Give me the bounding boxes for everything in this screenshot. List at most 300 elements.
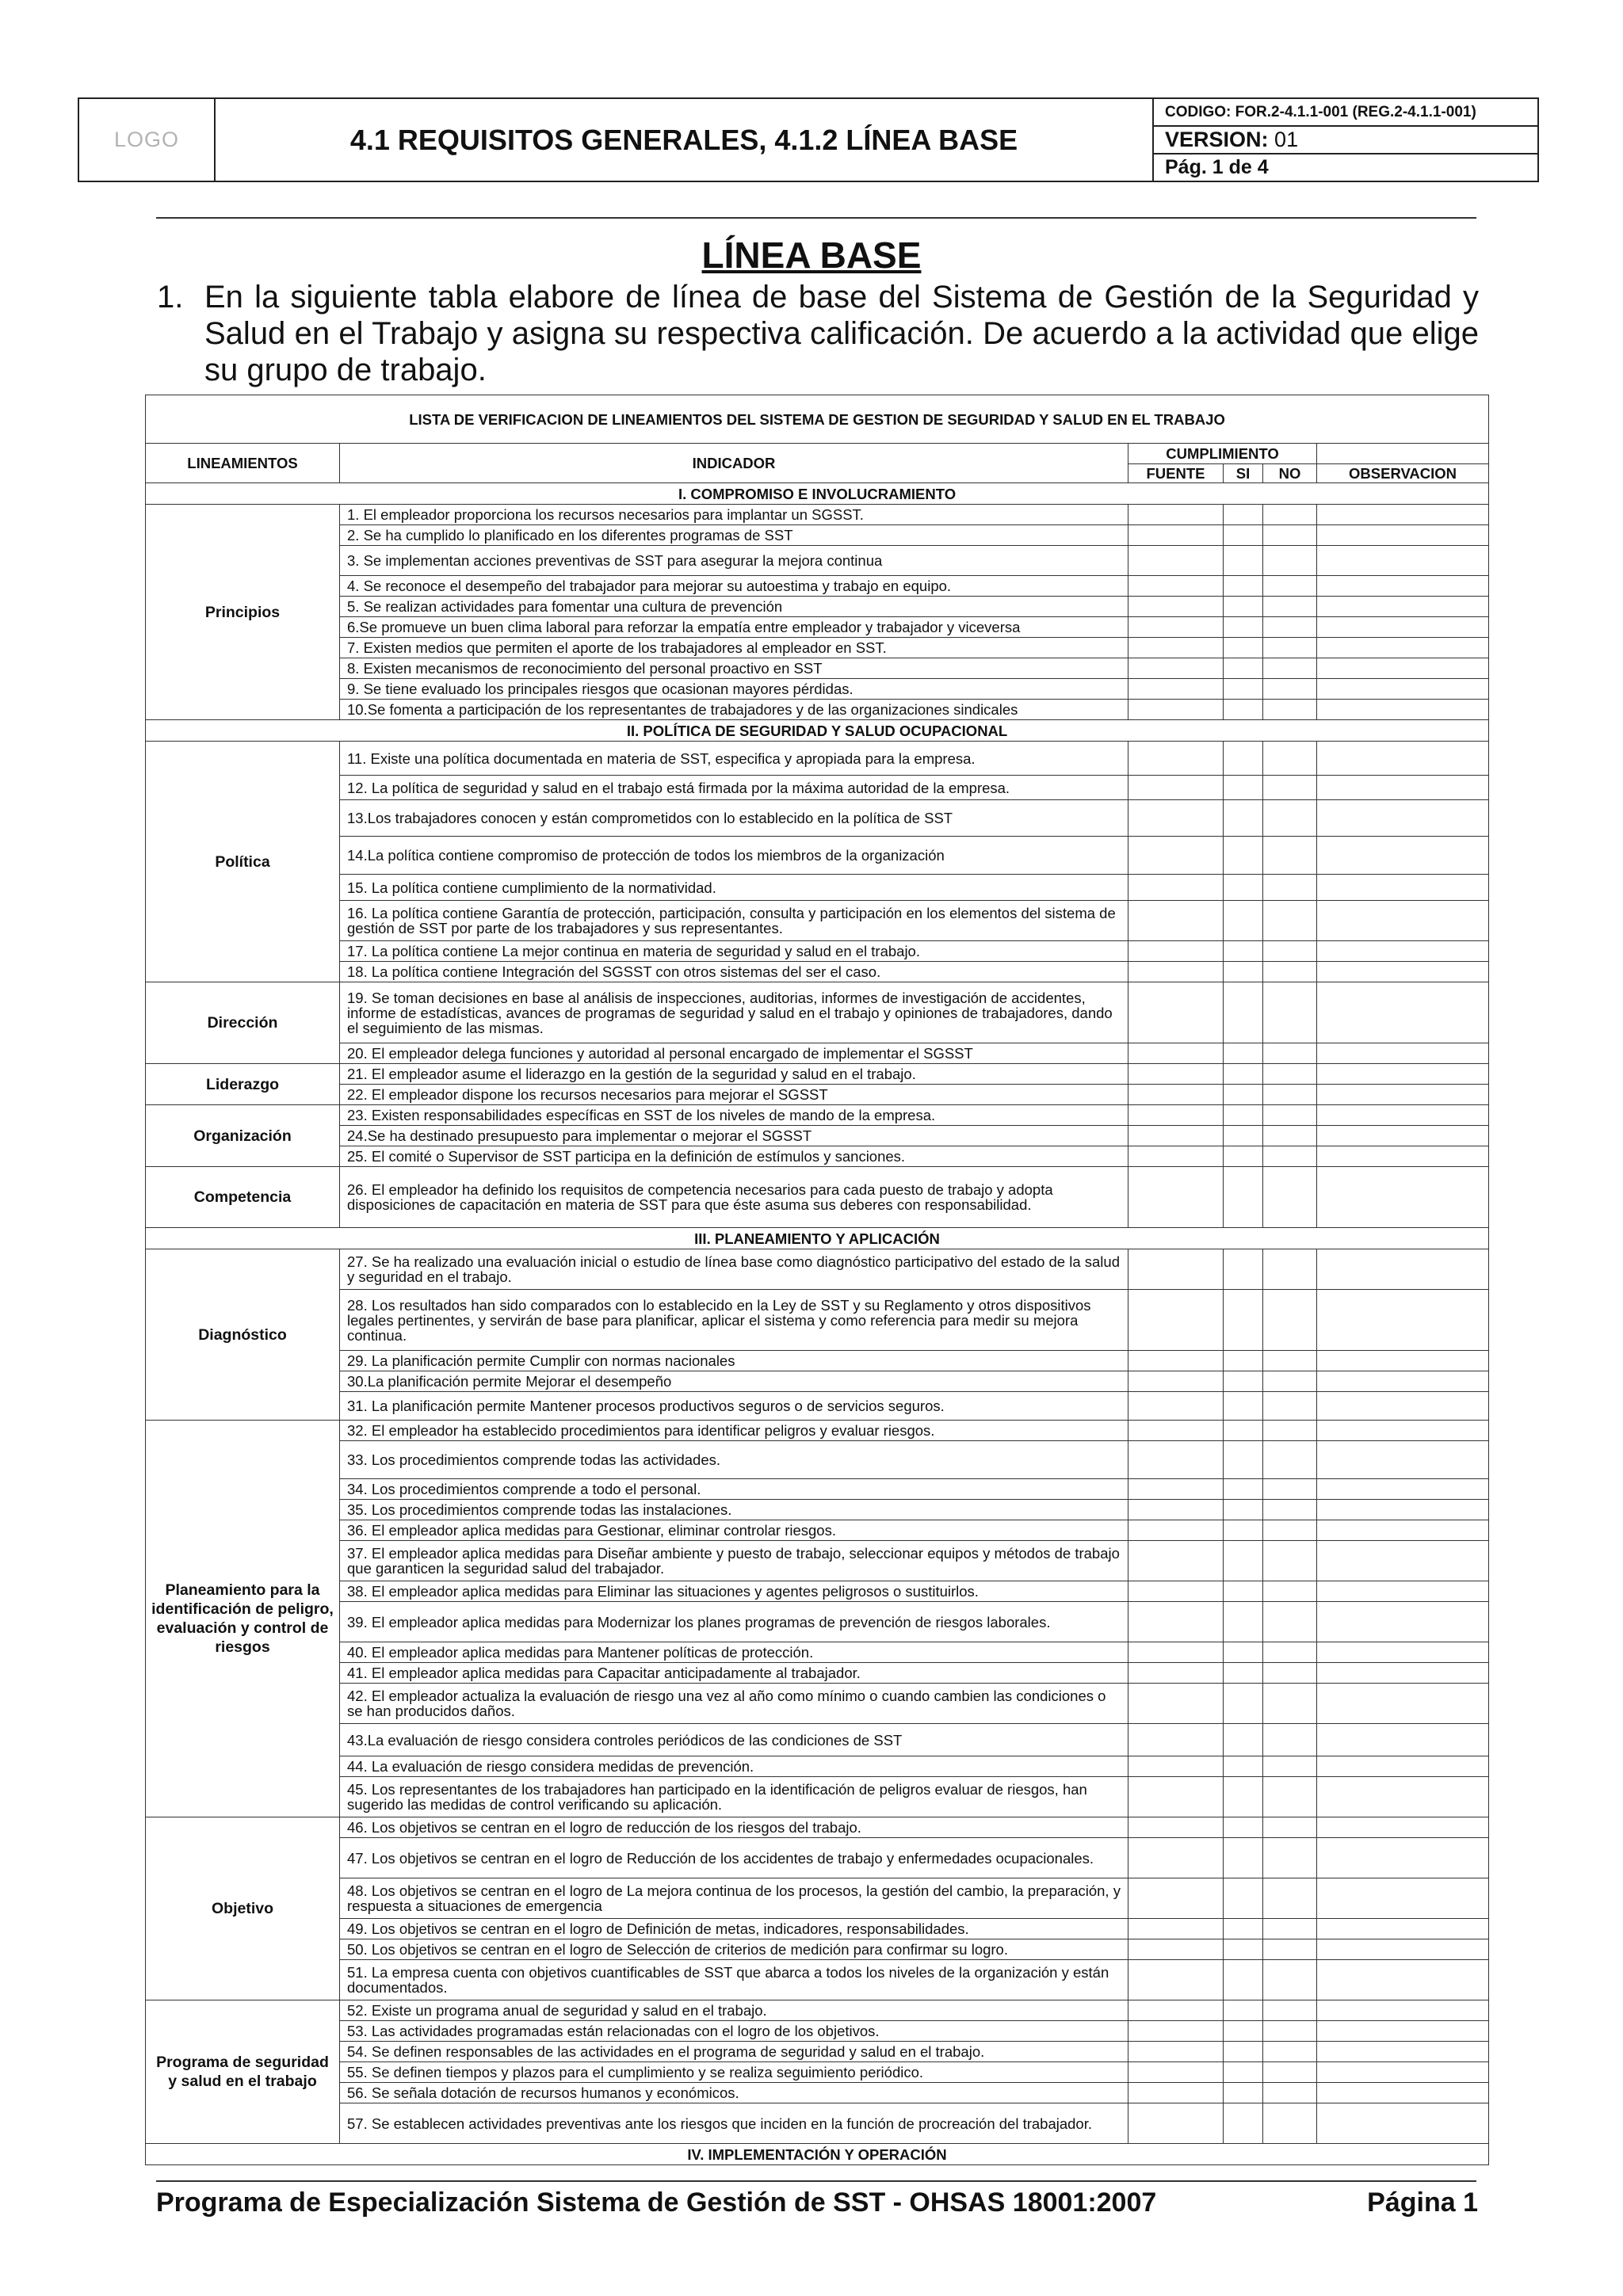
si-cell[interactable] <box>1224 1043 1263 1064</box>
no-cell[interactable] <box>1263 2021 1317 2042</box>
si-cell[interactable] <box>1224 1960 1263 2000</box>
footer-program: Programa de Especialización Sistema de Gestión de SST - OHSAS 18001:2007 <box>156 2187 1157 2218</box>
fuente-cell[interactable] <box>1128 800 1224 837</box>
no-cell[interactable] <box>1263 1878 1317 1919</box>
no-cell[interactable] <box>1263 525 1317 546</box>
no-cell[interactable] <box>1263 1838 1317 1878</box>
observacion-cell[interactable] <box>1317 1602 1489 1642</box>
no-cell[interactable] <box>1263 1064 1317 1085</box>
si-cell[interactable] <box>1224 901 1263 941</box>
table-row <box>146 1064 1489 1085</box>
fuente-cell[interactable] <box>1128 1541 1224 1581</box>
si-cell[interactable] <box>1224 525 1263 546</box>
fuente-cell[interactable] <box>1128 1960 1224 2000</box>
fuente-cell[interactable] <box>1128 2062 1224 2083</box>
fuente-cell[interactable] <box>1128 1777 1224 1817</box>
observacion-cell[interactable] <box>1317 525 1489 546</box>
observacion-cell[interactable] <box>1317 1581 1489 1602</box>
si-cell[interactable] <box>1224 1520 1263 1541</box>
indicador-cell: 31. La planificación permite Mantener procesos productivos seguros o de servicios seguros. <box>340 1392 1128 1421</box>
fuente-cell[interactable] <box>1128 1642 1224 1663</box>
si-cell[interactable] <box>1224 1756 1263 1777</box>
no-cell[interactable] <box>1263 638 1317 658</box>
column-header-row <box>146 444 1489 464</box>
observacion-cell[interactable] <box>1317 1777 1489 1817</box>
no-cell[interactable] <box>1263 742 1317 776</box>
no-cell[interactable] <box>1263 941 1317 962</box>
observacion-cell[interactable] <box>1317 1371 1489 1392</box>
table-row <box>146 1351 1489 1371</box>
no-cell[interactable] <box>1263 901 1317 941</box>
fuente-cell[interactable] <box>1128 875 1224 901</box>
observacion-cell[interactable] <box>1317 800 1489 837</box>
fuente-cell[interactable] <box>1128 1500 1224 1520</box>
observacion-cell[interactable] <box>1317 2062 1489 2083</box>
table-row <box>146 2021 1489 2042</box>
fuente-cell[interactable] <box>1128 2083 1224 2103</box>
fuente-cell[interactable] <box>1128 546 1224 576</box>
si-cell[interactable] <box>1224 1602 1263 1642</box>
no-cell[interactable] <box>1263 1479 1317 1500</box>
fuente-cell[interactable] <box>1128 1684 1224 1724</box>
no-cell[interactable] <box>1263 1126 1317 1146</box>
no-cell[interactable] <box>1263 982 1317 1043</box>
no-cell[interactable] <box>1263 1167 1317 1228</box>
indicador-cell: 56. Se señala dotación de recursos humanos y económicos. <box>340 2083 1128 2103</box>
table-row <box>146 700 1489 720</box>
fuente-cell[interactable] <box>1128 1756 1224 1777</box>
si-cell[interactable] <box>1224 941 1263 962</box>
si-cell[interactable] <box>1224 1581 1263 1602</box>
no-cell[interactable] <box>1263 1351 1317 1371</box>
si-cell[interactable] <box>1224 1817 1263 1838</box>
fuente-cell[interactable] <box>1128 576 1224 597</box>
si-cell[interactable] <box>1224 2042 1263 2062</box>
table-title-row <box>146 395 1489 444</box>
si-cell[interactable] <box>1224 2000 1263 2021</box>
si-cell[interactable] <box>1224 546 1263 576</box>
indicador-cell: 52. Existe un programa anual de seguridad y salud en el trabajo. <box>340 2000 1128 2021</box>
observacion-cell[interactable] <box>1317 2021 1489 2042</box>
observacion-cell[interactable] <box>1317 700 1489 720</box>
observacion-cell[interactable] <box>1317 1105 1489 1126</box>
no-cell[interactable] <box>1263 1642 1317 1663</box>
document-title-text: LÍNEA BASE <box>701 235 922 276</box>
si-cell[interactable] <box>1224 1421 1263 1441</box>
si-cell[interactable] <box>1224 800 1263 837</box>
si-cell[interactable] <box>1224 837 1263 875</box>
fuente-cell[interactable] <box>1128 505 1224 525</box>
no-cell[interactable] <box>1263 1371 1317 1392</box>
no-cell[interactable] <box>1263 576 1317 597</box>
no-cell[interactable] <box>1263 1085 1317 1105</box>
observacion-cell[interactable] <box>1317 1541 1489 1581</box>
observacion-cell[interactable] <box>1317 1085 1489 1105</box>
si-cell[interactable] <box>1224 1479 1263 1500</box>
indicador-cell: 44. La evaluación de riesgo considera medidas de prevención. <box>340 1756 1128 1777</box>
table-row <box>146 546 1489 576</box>
si-cell[interactable] <box>1224 1838 1263 1878</box>
no-cell[interactable] <box>1263 1500 1317 1520</box>
table-row <box>146 679 1489 700</box>
indicador-cell: 12. La política de seguridad y salud en el trabajo está firmada por la máxima autoridad de la empresa. <box>340 776 1128 800</box>
si-cell[interactable] <box>1224 776 1263 800</box>
header-title: 4.1 REQUISITOS GENERALES, 4.1.2 LÍNEA BASE <box>349 123 1018 156</box>
si-cell[interactable] <box>1224 875 1263 901</box>
observacion-cell[interactable] <box>1317 1724 1489 1756</box>
observacion-cell[interactable] <box>1317 837 1489 875</box>
table-row <box>146 1838 1489 1878</box>
fuente-cell[interactable] <box>1128 1146 1224 1167</box>
observacion-cell[interactable] <box>1317 1479 1489 1500</box>
fuente-cell[interactable] <box>1128 525 1224 546</box>
no-cell[interactable] <box>1263 1581 1317 1602</box>
no-cell[interactable] <box>1263 546 1317 576</box>
observacion-cell[interactable] <box>1317 1838 1489 1878</box>
si-cell[interactable] <box>1224 1392 1263 1421</box>
observacion-cell[interactable] <box>1317 1878 1489 1919</box>
indicador-cell: 22. El empleador dispone los recursos necesarios para mejorar el SGSST <box>340 1085 1128 1105</box>
fuente-cell[interactable] <box>1128 1602 1224 1642</box>
no-cell[interactable] <box>1263 1939 1317 1960</box>
no-cell[interactable] <box>1263 776 1317 800</box>
table-row <box>146 2103 1489 2144</box>
fuente-cell[interactable] <box>1128 1479 1224 1500</box>
si-cell[interactable] <box>1224 1684 1263 1724</box>
fuente-cell[interactable] <box>1128 1724 1224 1756</box>
si-cell[interactable] <box>1224 1500 1263 1520</box>
fuente-cell[interactable] <box>1128 638 1224 658</box>
no-cell[interactable] <box>1263 2062 1317 2083</box>
no-cell[interactable] <box>1263 1043 1317 1064</box>
observacion-cell[interactable] <box>1317 1520 1489 1541</box>
observacion-cell[interactable] <box>1317 638 1489 658</box>
observacion-cell[interactable] <box>1317 982 1489 1043</box>
fuente-cell[interactable] <box>1128 837 1224 875</box>
observacion-cell[interactable] <box>1317 1064 1489 1085</box>
observacion-cell[interactable] <box>1317 901 1489 941</box>
fuente-cell[interactable] <box>1128 1919 1224 1939</box>
no-cell[interactable] <box>1263 1541 1317 1581</box>
table-row <box>146 2062 1489 2083</box>
no-cell[interactable] <box>1263 1249 1317 1290</box>
si-cell[interactable] <box>1224 617 1263 638</box>
no-cell[interactable] <box>1263 679 1317 700</box>
si-cell[interactable] <box>1224 1939 1263 1960</box>
fuente-cell[interactable] <box>1128 679 1224 700</box>
observacion-cell[interactable] <box>1317 505 1489 525</box>
fuente-cell[interactable] <box>1128 1663 1224 1684</box>
si-cell[interactable] <box>1224 2021 1263 2042</box>
observacion-cell[interactable] <box>1317 1290 1489 1351</box>
no-cell[interactable] <box>1263 505 1317 525</box>
fuente-cell[interactable] <box>1128 1939 1224 1960</box>
section-header-row <box>146 2144 1489 2165</box>
no-cell[interactable] <box>1263 1684 1317 1724</box>
si-cell[interactable] <box>1224 982 1263 1043</box>
indicador-cell: 26. El empleador ha definido los requisitos de competencia necesarios para cada puesto de trabajo y adopta disposiciones de capacitación en materia de SST para que éste asuma sus deberes con responsabilidad. <box>340 1167 1128 1228</box>
indicador-cell: 23. Existen responsabilidades específicas en SST de los niveles de mando de la empresa. <box>340 1105 1128 1126</box>
indicador-cell: 5. Se realizan actividades para fomentar una cultura de prevención <box>340 597 1128 617</box>
observacion-cell[interactable] <box>1317 1756 1489 1777</box>
fuente-cell[interactable] <box>1128 1290 1224 1351</box>
fuente-cell[interactable] <box>1128 1878 1224 1919</box>
no-cell[interactable] <box>1263 837 1317 875</box>
table-row <box>146 1642 1489 1663</box>
observacion-cell[interactable] <box>1317 576 1489 597</box>
fuente-cell[interactable] <box>1128 1064 1224 1085</box>
si-cell[interactable] <box>1224 576 1263 597</box>
no-cell[interactable] <box>1263 2000 1317 2021</box>
observacion-cell[interactable] <box>1317 1167 1489 1228</box>
si-cell[interactable] <box>1224 1777 1263 1817</box>
observacion-cell[interactable] <box>1317 1351 1489 1371</box>
table-row <box>146 1939 1489 1960</box>
fuente-cell[interactable] <box>1128 901 1224 941</box>
indicador-cell: 53. Las actividades programadas están relacionadas con el logro de los objetivos. <box>340 2021 1128 2042</box>
table-row <box>146 800 1489 837</box>
no-cell[interactable] <box>1263 700 1317 720</box>
fuente-cell[interactable] <box>1128 742 1224 776</box>
observacion-cell[interactable] <box>1317 2042 1489 2062</box>
si-cell[interactable] <box>1224 1724 1263 1756</box>
si-cell[interactable] <box>1224 1146 1263 1167</box>
si-cell[interactable] <box>1224 2083 1263 2103</box>
no-cell[interactable] <box>1263 1146 1317 1167</box>
fuente-cell[interactable] <box>1128 962 1224 982</box>
table-row <box>146 1441 1489 1479</box>
table-row <box>146 901 1489 941</box>
observacion-cell[interactable] <box>1317 1441 1489 1479</box>
no-cell[interactable] <box>1263 1724 1317 1756</box>
instruction-number: 1. <box>157 280 184 315</box>
si-cell[interactable] <box>1224 597 1263 617</box>
observacion-cell[interactable] <box>1317 1939 1489 1960</box>
no-cell[interactable] <box>1263 658 1317 679</box>
si-cell[interactable] <box>1224 1919 1263 1939</box>
fuente-cell[interactable] <box>1128 2000 1224 2021</box>
lineamiento-cell: Objetivo <box>146 1817 340 2000</box>
observacion-cell[interactable] <box>1317 617 1489 638</box>
indicador-cell: 3. Se implementan acciones preventivas de SST para asegurar la mejora continua <box>340 546 1128 576</box>
no-cell[interactable] <box>1263 1777 1317 1817</box>
no-cell[interactable] <box>1263 2042 1317 2062</box>
no-cell[interactable] <box>1263 1441 1317 1479</box>
table-row <box>146 2042 1489 2062</box>
fuente-cell[interactable] <box>1128 2042 1224 2062</box>
no-cell[interactable] <box>1263 1290 1317 1351</box>
fuente-cell[interactable] <box>1128 1105 1224 1126</box>
document-version <box>1154 127 1537 154</box>
observacion-cell[interactable] <box>1317 1663 1489 1684</box>
indicador-cell: 48. Los objetivos se centran en el logro de La mejora continua de los procesos, la gestión del cambio, la preparación, y respuesta a situaciones de emergencia <box>340 1878 1128 1919</box>
fuente-cell[interactable] <box>1128 1167 1224 1228</box>
table-row <box>146 638 1489 658</box>
observacion-cell[interactable] <box>1317 1642 1489 1663</box>
no-cell[interactable] <box>1263 1602 1317 1642</box>
fuente-cell[interactable] <box>1128 1085 1224 1105</box>
table-row <box>146 1602 1489 1642</box>
si-cell[interactable] <box>1224 700 1263 720</box>
fuente-cell[interactable] <box>1128 1392 1224 1421</box>
lineamiento-cell: Programa de seguridad y salud en el trabajo <box>146 2000 340 2144</box>
no-cell[interactable] <box>1263 1421 1317 1441</box>
fuente-cell[interactable] <box>1128 1043 1224 1064</box>
indicador-cell: 33. Los procedimientos comprende todas las actividades. <box>340 1441 1128 1479</box>
observacion-cell[interactable] <box>1317 875 1489 901</box>
indicador-cell: 30.La planificación permite Mejorar el desempeño <box>340 1371 1128 1392</box>
si-cell[interactable] <box>1224 2062 1263 2083</box>
no-cell[interactable] <box>1263 2083 1317 2103</box>
indicador-cell: 47. Los objetivos se centran en el logro de Reducción de los accidentes de trabajo y enfermedades ocupacionales. <box>340 1838 1128 1878</box>
si-cell[interactable] <box>1224 638 1263 658</box>
si-cell[interactable] <box>1224 1126 1263 1146</box>
observacion-cell[interactable] <box>1317 776 1489 800</box>
indicador-cell: 49. Los objetivos se centran en el logro de Definición de metas, indicadores, responsabilidades. <box>340 1919 1128 1939</box>
fuente-cell[interactable] <box>1128 776 1224 800</box>
no-cell[interactable] <box>1263 1663 1317 1684</box>
no-cell[interactable] <box>1263 1105 1317 1126</box>
si-cell[interactable] <box>1224 1642 1263 1663</box>
table-row <box>146 1146 1489 1167</box>
si-cell[interactable] <box>1224 1878 1263 1919</box>
si-cell[interactable] <box>1224 2103 1263 2144</box>
no-cell[interactable] <box>1263 1919 1317 1939</box>
si-cell[interactable] <box>1224 679 1263 700</box>
indicador-cell: 1. El empleador proporciona los recursos necesarios para implantar un SGSST. <box>340 505 1128 525</box>
observacion-cell[interactable] <box>1317 1817 1489 1838</box>
section-header-row <box>146 483 1489 505</box>
si-cell[interactable] <box>1224 1663 1263 1684</box>
observacion-cell[interactable] <box>1317 1919 1489 1939</box>
fuente-cell[interactable] <box>1128 1817 1224 1838</box>
si-cell[interactable] <box>1224 1064 1263 1085</box>
observacion-cell[interactable] <box>1317 962 1489 982</box>
fuente-cell[interactable] <box>1128 617 1224 638</box>
fuente-cell[interactable] <box>1128 597 1224 617</box>
si-cell[interactable] <box>1224 962 1263 982</box>
footer-page: Página 1 <box>1367 2187 1478 2218</box>
no-cell[interactable] <box>1263 1960 1317 2000</box>
observacion-cell[interactable] <box>1317 1392 1489 1421</box>
observacion-cell[interactable] <box>1317 597 1489 617</box>
observacion-cell[interactable] <box>1317 679 1489 700</box>
no-cell[interactable] <box>1263 617 1317 638</box>
observacion-cell[interactable] <box>1317 941 1489 962</box>
indicador-cell: 25. El comité o Supervisor de SST participa en la definición de estímulos y sanciones. <box>340 1146 1128 1167</box>
table-row <box>146 2000 1489 2021</box>
fuente-cell[interactable] <box>1128 658 1224 679</box>
si-cell[interactable] <box>1224 1351 1263 1371</box>
fuente-cell[interactable] <box>1128 1126 1224 1146</box>
observacion-cell[interactable] <box>1317 1960 1489 2000</box>
no-cell[interactable] <box>1263 1520 1317 1541</box>
table-row <box>146 1960 1489 2000</box>
no-cell[interactable] <box>1263 800 1317 837</box>
si-cell[interactable] <box>1224 1441 1263 1479</box>
no-cell[interactable] <box>1263 875 1317 901</box>
si-cell[interactable] <box>1224 1085 1263 1105</box>
no-cell[interactable] <box>1263 1817 1317 1838</box>
fuente-cell[interactable] <box>1128 982 1224 1043</box>
fuente-cell[interactable] <box>1128 1351 1224 1371</box>
observacion-cell[interactable] <box>1317 658 1489 679</box>
indicador-cell: 55. Se definen tiempos y plazos para el cumplimiento y se realiza seguimiento periódico. <box>340 2062 1128 2083</box>
observacion-cell[interactable] <box>1317 546 1489 576</box>
si-cell[interactable] <box>1224 1290 1263 1351</box>
si-cell[interactable] <box>1224 1249 1263 1290</box>
fuente-cell[interactable] <box>1128 1371 1224 1392</box>
no-cell[interactable] <box>1263 1756 1317 1777</box>
observacion-cell[interactable] <box>1317 2083 1489 2103</box>
table-row <box>146 525 1489 546</box>
checklist-table <box>145 395 1489 2165</box>
fuente-cell[interactable] <box>1128 2021 1224 2042</box>
fuente-cell[interactable] <box>1128 941 1224 962</box>
observacion-cell[interactable] <box>1317 2103 1489 2144</box>
fuente-cell[interactable] <box>1128 1421 1224 1441</box>
si-cell[interactable] <box>1224 1541 1263 1581</box>
observacion-cell[interactable] <box>1317 1126 1489 1146</box>
table-row <box>146 505 1489 525</box>
table-row <box>146 1085 1489 1105</box>
table-row <box>146 1724 1489 1756</box>
section-title: IV. IMPLEMENTACIÓN Y OPERACIÓN <box>146 2144 1489 2165</box>
si-cell[interactable] <box>1224 1167 1263 1228</box>
fuente-cell[interactable] <box>1128 700 1224 720</box>
si-cell[interactable] <box>1224 1105 1263 1126</box>
fuente-cell[interactable] <box>1128 1581 1224 1602</box>
indicador-cell: 46. Los objetivos se centran en el logro de reducción de los riesgos del trabajo. <box>340 1817 1128 1838</box>
col-indicador: INDICADOR <box>340 444 1128 483</box>
observacion-cell[interactable] <box>1317 1500 1489 1520</box>
indicador-cell: 34. Los procedimientos comprende a todo el personal. <box>340 1479 1128 1500</box>
no-cell[interactable] <box>1263 597 1317 617</box>
indicador-cell: 40. El empleador aplica medidas para Mantener políticas de protección. <box>340 1642 1128 1663</box>
col-fuente: FUENTE <box>1128 464 1224 483</box>
si-cell[interactable] <box>1224 1371 1263 1392</box>
indicador-cell: 45. Los representantes de los trabajadores han participado en la identificación de peligros evaluar de riesgos, han sugerido las medidas de control verificando su aplicación. <box>340 1777 1128 1817</box>
table-row <box>146 1126 1489 1146</box>
fuente-cell[interactable] <box>1128 1441 1224 1479</box>
fuente-cell[interactable] <box>1128 2103 1224 2144</box>
observacion-cell[interactable] <box>1317 2000 1489 2021</box>
observacion-cell[interactable] <box>1317 1043 1489 1064</box>
fuente-cell[interactable] <box>1128 1520 1224 1541</box>
observacion-cell[interactable] <box>1317 1684 1489 1724</box>
indicador-cell: 19. Se toman decisiones en base al análisis de inspecciones, auditorias, informes de investigación de accidentes, informe de estadísticas, avances de programas de seguridad y salud en el trabajo y opiniones de trabajadores, dando el seguimiento de las mismas. <box>340 982 1128 1043</box>
observacion-cell[interactable] <box>1317 1249 1489 1290</box>
table-row <box>146 1043 1489 1064</box>
table-title: LISTA DE VERIFICACION DE LINEAMIENTOS DEL SISTEMA DE GESTION DE SEGURIDAD Y SALUD EN EL TRABAJO <box>146 395 1489 444</box>
observacion-cell[interactable] <box>1317 1146 1489 1167</box>
observacion-cell[interactable] <box>1317 742 1489 776</box>
indicador-cell: 17. La política contiene La mejor continua en materia de seguridad y salud en el trabajo. <box>340 941 1128 962</box>
si-cell[interactable] <box>1224 505 1263 525</box>
si-cell[interactable] <box>1224 742 1263 776</box>
no-cell[interactable] <box>1263 2103 1317 2144</box>
lineamiento-cell: Política <box>146 742 340 982</box>
fuente-cell[interactable] <box>1128 1249 1224 1290</box>
observacion-cell[interactable] <box>1317 1421 1489 1441</box>
table-row <box>146 576 1489 597</box>
indicador-cell: 28. Los resultados han sido comparados con lo establecido en la Ley de SST y su Reglamento y otros dispositivos legales pertinentes, y servirán de base para planificar, aplicar el sistema y como referencia para medir su mejora continua. <box>340 1290 1128 1351</box>
si-cell[interactable] <box>1224 658 1263 679</box>
fuente-cell[interactable] <box>1128 1838 1224 1878</box>
no-cell[interactable] <box>1263 962 1317 982</box>
no-cell[interactable] <box>1263 1392 1317 1421</box>
table-row <box>146 1756 1489 1777</box>
